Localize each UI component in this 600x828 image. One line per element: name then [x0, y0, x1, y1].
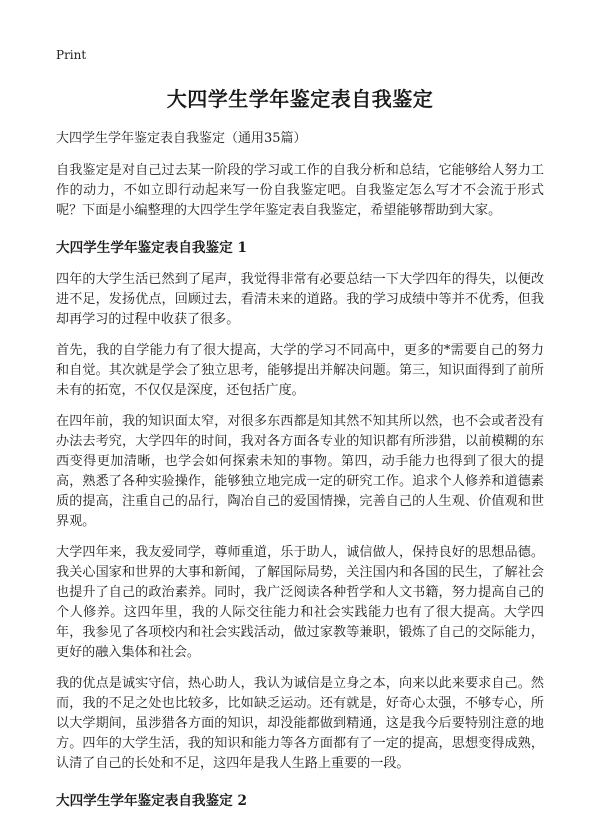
paragraph: 四年的大学生活已然到了尾声，我觉得非常有必要总结一下大学四年的得失，以便改进不足，发扬优点，回顾过去，看清未来的道路。我的学习成绩中等并不优秀，但我却再学习的过程中收获了很多。 — [56, 272, 544, 327]
section-heading-2: 大四学生学年鉴定表自我鉴定 2 — [56, 793, 247, 809]
subtitle: 大四学生学年鉴定表自我鉴定（通用35篇） — [56, 131, 307, 146]
paragraph: 大学四年来，我友爱同学，尊师重道，乐于助人，诚信做人，保持良好的思想品德。我关心国家和世界的大事和新闻，了解国际局势，关注国内和各国的民生，了解社会也提升了自己的政治素养。同时，我广泛阅读各种哲学和人文书籍，努力提高自己的个人修养。这四年里，我的人际交往能力和社会实践能力也有了很大提高。大学四年，我参见了各项校内和社会实践活动，做过家教等兼职，锻炼了自己的交际能力，更好的融入集体和社会。 — [56, 545, 544, 660]
section-heading-1: 大四学生学年鉴定表自我鉴定 1 — [56, 240, 247, 256]
page-title: 大四学生学年鉴定表自我鉴定 — [166, 87, 434, 111]
paragraph: 在四年前，我的知识面太窄，对很多东西都是知其然不知其所以然，也不会或者没有办法去考究，大学四年的时间，我对各方面各专业的知识都有所涉猎，以前模糊的东西变得更加清晰，也学会如何探索未知的事物。第四，动手能力也得到了很大的提高，熟悉了各种实验操作，能够独立地完成一定的研究工作。追求个人修养和道德素质的提高，注重自己的品行，陶冶自己的爱国情操，完善自己的人生观、价值观和世界观。 — [56, 414, 544, 529]
print-link[interactable]: Print — [56, 48, 87, 62]
paragraph: 首先，我的自学能力有了很大提高，大学的学习不同高中，更多的*需要自己的努力和自觉。其次就是学会了独立思考，能够提出并解决问题。第三，知识面得到了前所未有的拓宽，不仅仅是深度，还包括广度。 — [56, 343, 544, 398]
paragraph: 我的优点是诚实守信，热心助人，我认为诚信是立身之本，向来以此来要求自己。然而，我的不足之处也比较多，比如缺乏运动。还有就是，好奇心太强，不够专心，所以大学期间，虽涉猎各方面的知识，却没能都做到精通，这是我今后要特别注意的地方。四年的大学生活，我的知识和能力等各方面都有了一定的提高，思想变得成熟，认清了自己的长处和不足，这四年是我人生路上重要的一段。 — [56, 676, 544, 771]
intro-paragraph: 自我鉴定是对自己过去某一阶段的学习或工作的自我分析和总结，它能够给人努力工作的动力，不如立即行动起来写一份自我鉴定吧。自我鉴定怎么写才不会流于形式呢？下面是小编整理的大四学生学年鉴定表自我鉴定，希望能够帮助到大家。 — [56, 163, 544, 218]
